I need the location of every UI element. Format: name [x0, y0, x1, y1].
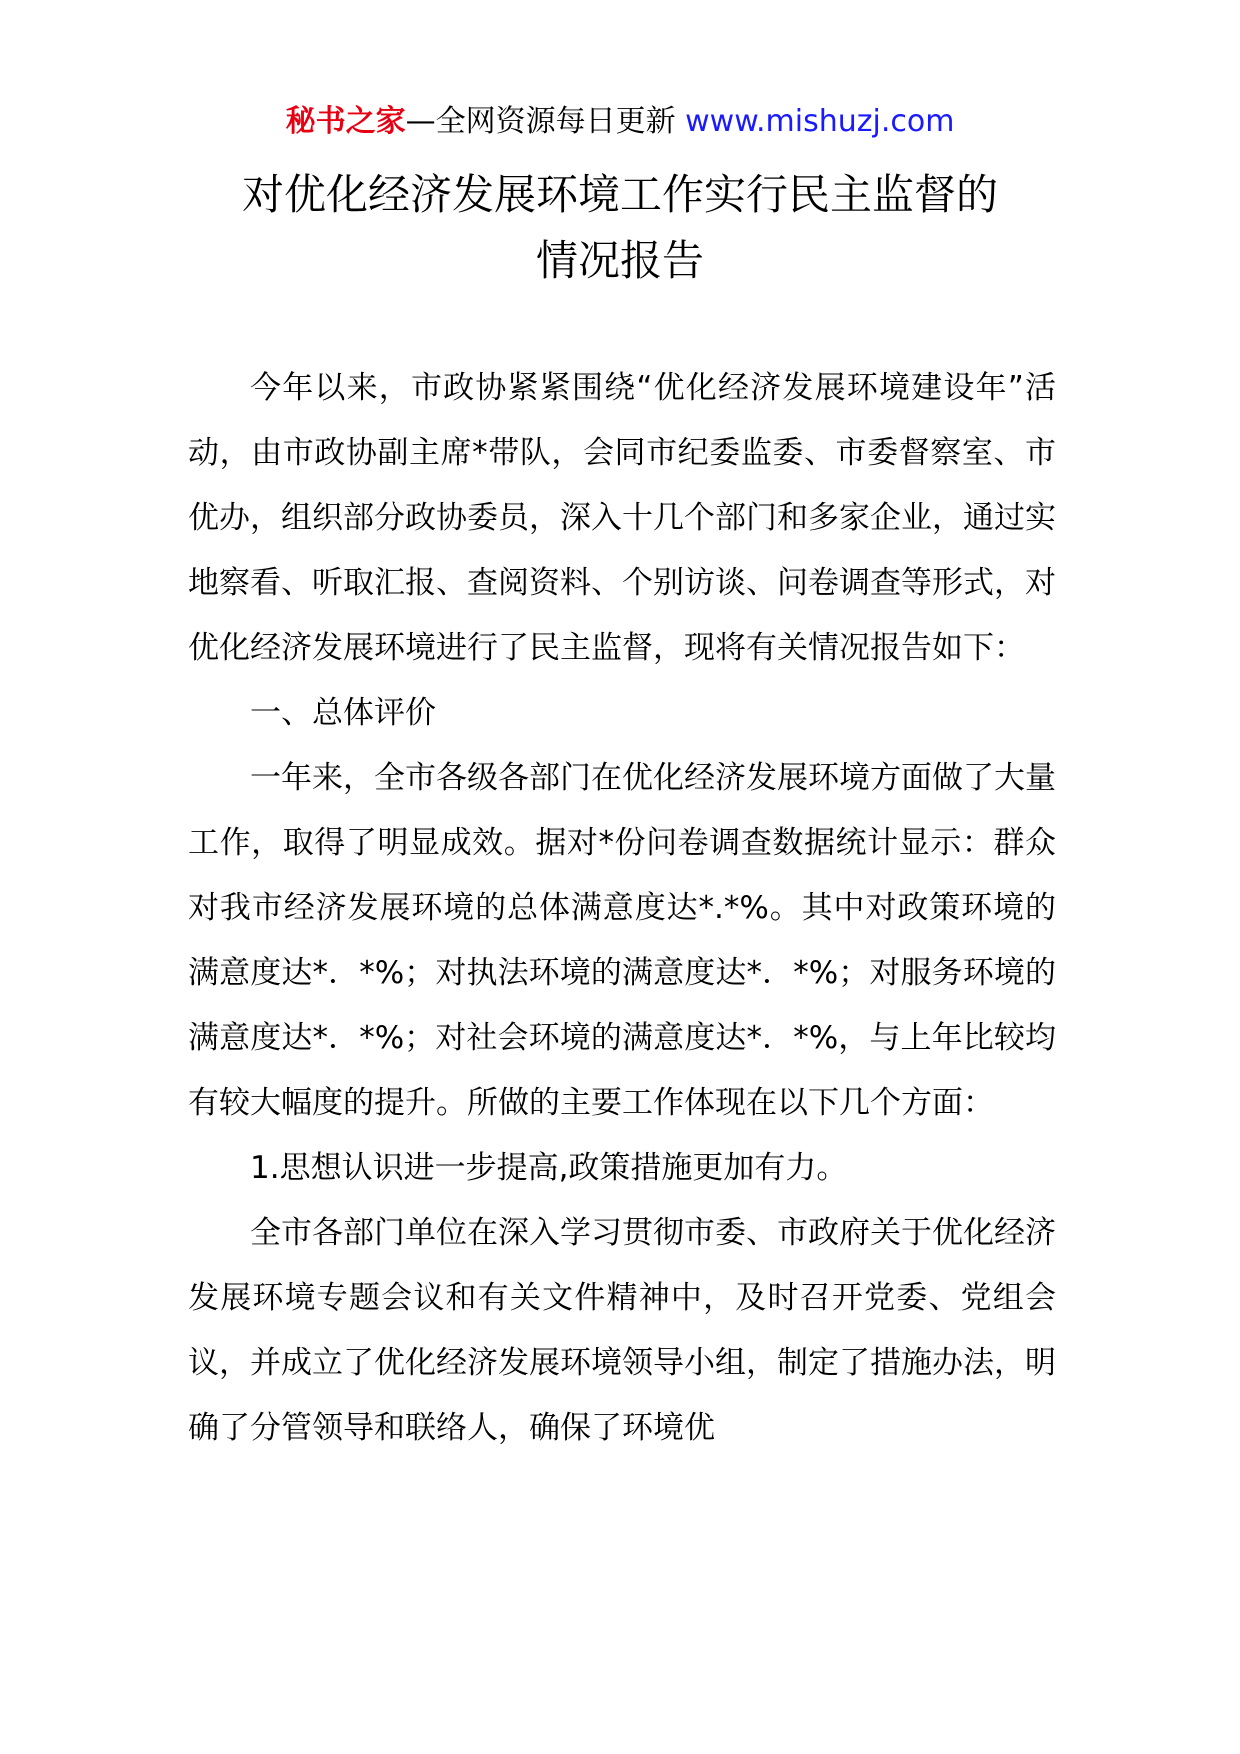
document-title-line-2: 情况报告	[535, 236, 704, 285]
body-paragraph-evaluation: 一年来，全市各级各部门在优化经济发展环境方面做了大量工作，取得了明显成效。据对*份问卷调查数据统计显示：群众对我市经济发展环境的总体满意度达*.*%。其中对政策环境的满意度达*．*%；对执法环境的满意度达*．*%；对服务环境的满意度达*．*%；对社会环境的满意度达*．*%，与上年比较均有较大幅度的提升。所做的主要工作体现在以下几个方面：	[188, 760, 1056, 1121]
site-brand: 秘书之家	[285, 104, 406, 139]
site-tagline: —全网资源每日更新	[405, 104, 686, 139]
document-title-line-1: 对优化经济发展环境工作实行民主监督的	[241, 170, 998, 219]
subsection-heading-1: 1.思想认识进一步提高,政策措施更加有力。	[250, 1150, 848, 1186]
site-url-link[interactable]: www.mishuzj.com	[685, 104, 955, 139]
site-header	[0, 100, 1240, 144]
body-paragraph-intro: 今年以来，市政协紧紧围绕“优化经济发展环境建设年”活动，由市政协副主席*带队，会同市纪委监委、市委督察室、市优办，组织部分政协委员，深入十几个部门和多家企业，通过实地察看、听取汇报、查阅资料、个别访谈、问卷调查等形式，对优化经济发展环境进行了民主监督，现将有关情况报告如下：	[188, 370, 1056, 666]
document-title	[0, 162, 1240, 294]
document-body	[188, 356, 1056, 1461]
section-heading-overall-evaluation: 一、总体评价	[250, 695, 436, 731]
body-paragraph-departments: 全市各部门单位在深入学习贯彻市委、市政府关于优化经济发展环境专题会议和有关文件精神中，及时召开党委、党组会议，并成立了优化经济发展环境领导小组，制定了措施办法，明确了分管领导和联络人，确保了环境优	[188, 1215, 1056, 1446]
